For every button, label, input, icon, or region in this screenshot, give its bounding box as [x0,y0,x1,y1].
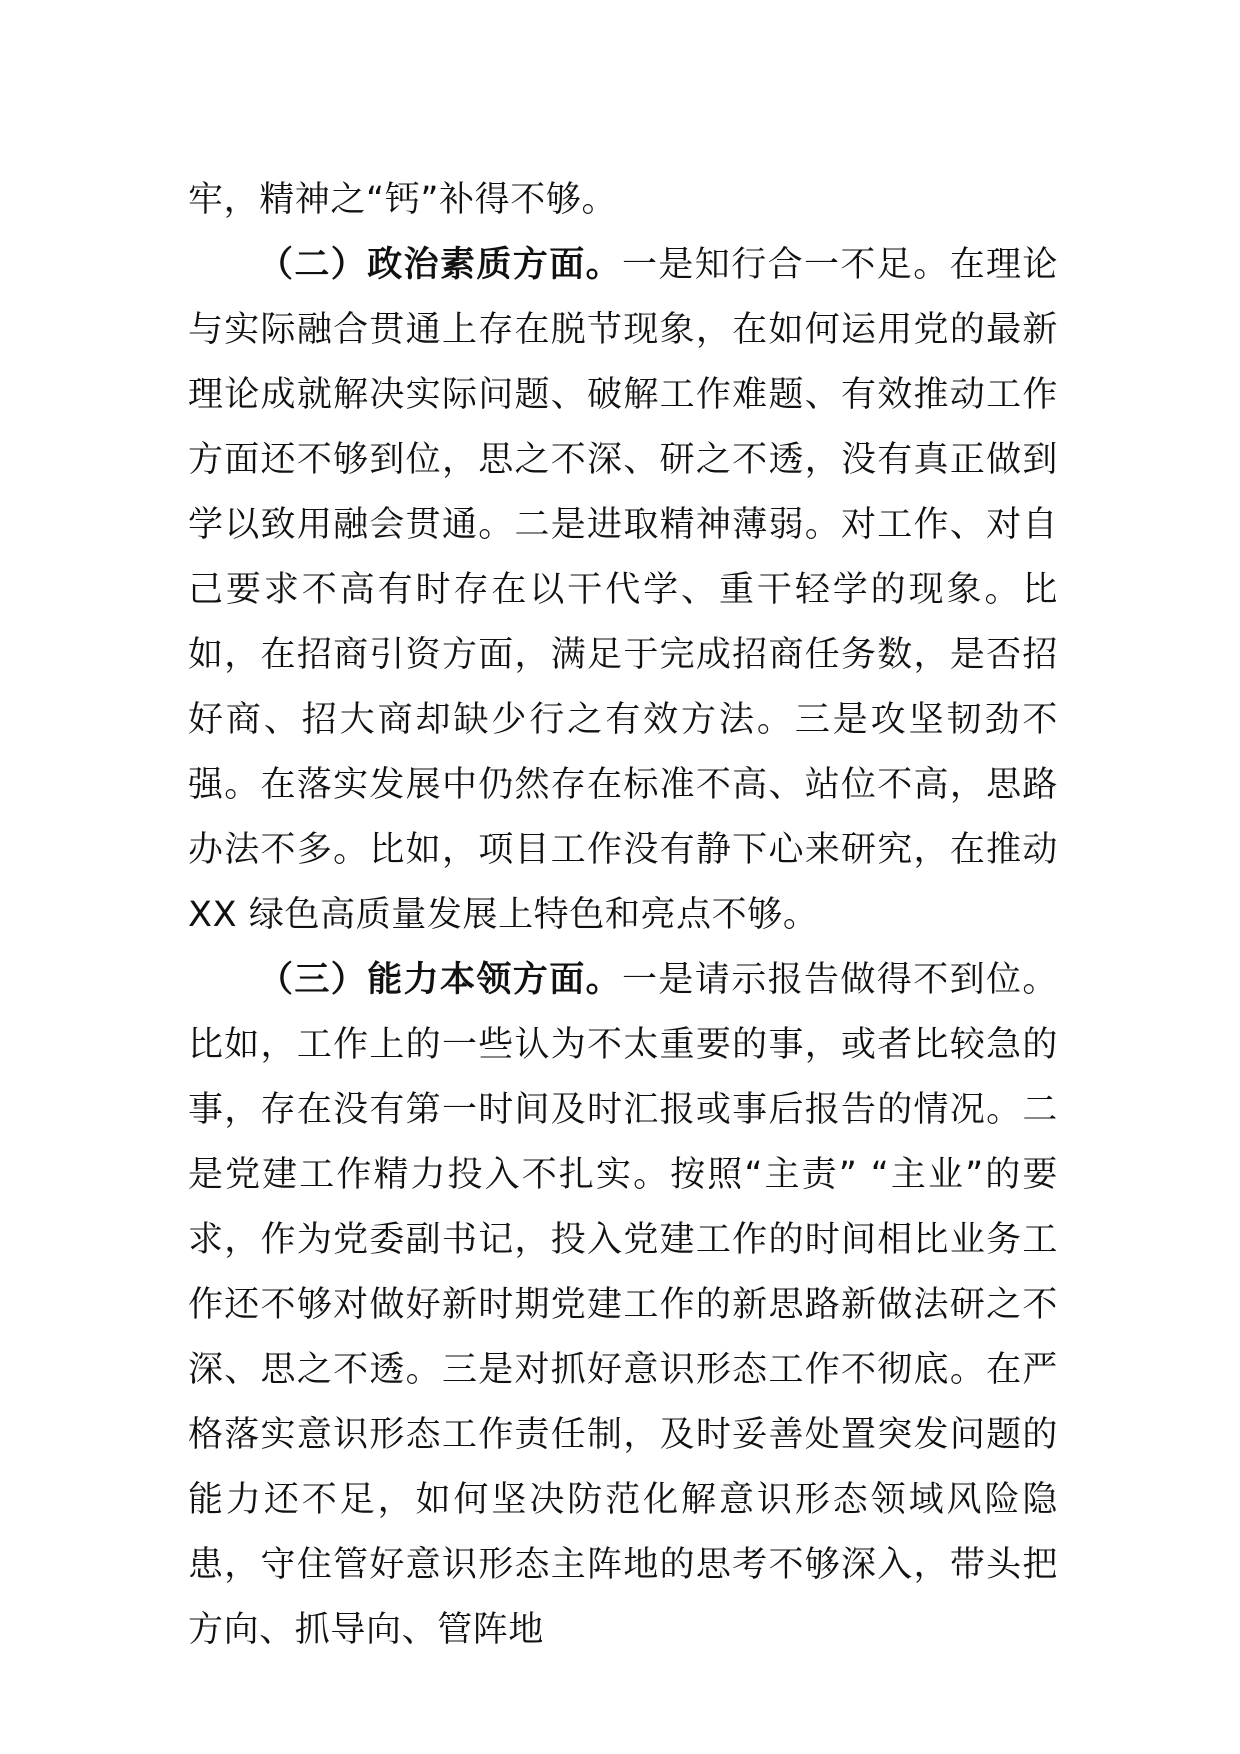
political-quality-heading: （二）政治素质方面。 [258,245,622,285]
ability-text: 一是请示报告做得不到位。比如，工作上的一些认为不太重要的事，或者比较急的事，存在没有第一时间及时汇报或事后报告的情况。二是党建工作精力投入不扎实。按照“主责” “主业”的要求，作为党委副书记，投入党建工作的时间相比业务工作还不够对做好新时期党建工作的新思路新做法研之不深、思之不透。三是对抓好意识形态工作不彻底。在严格落实意识形态工作责任制，及时妥善处置突发问题的能力还不足，如何坚决防范化解意识形态领域风险隐患，守住管好意识形态主阵地的思考不够深入，带头把方向、抓导向、管阵地 [188,960,1058,1650]
political-quality-text: 一是知行合一不足。在理论与实际融合贯通上存在脱节现象，在如何运用党的最新理论成就解决实际问题、破解工作难题、有效推动工作方面还不够到位，思之不深、研之不透，没有真正做到学以致用融会贯通。二是进取精神薄弱。对工作、对自己要求不高有时存在以干代学、重干轻学的现象。比如，在招商引资方面，满足于完成招商任务数，是否招好商、招大商却缺少行之有效方法。三是攻坚韧劲不强。在落实发展中仍然存在标准不高、站位不高，思路办法不多。比如，项目工作没有静下心来研究，在推动 XX 绿色高质量发展上特色和亮点不够。 [188,245,1058,935]
ability-heading: （三）能力本领方面。 [258,960,622,1000]
continuation-paragraph [188,168,1058,233]
ability-paragraph [188,948,1058,1663]
political-quality-paragraph [188,233,1058,948]
document-body [188,168,1058,1663]
continuation-text: 牢，精神之“钙”补得不够。 [188,180,618,220]
